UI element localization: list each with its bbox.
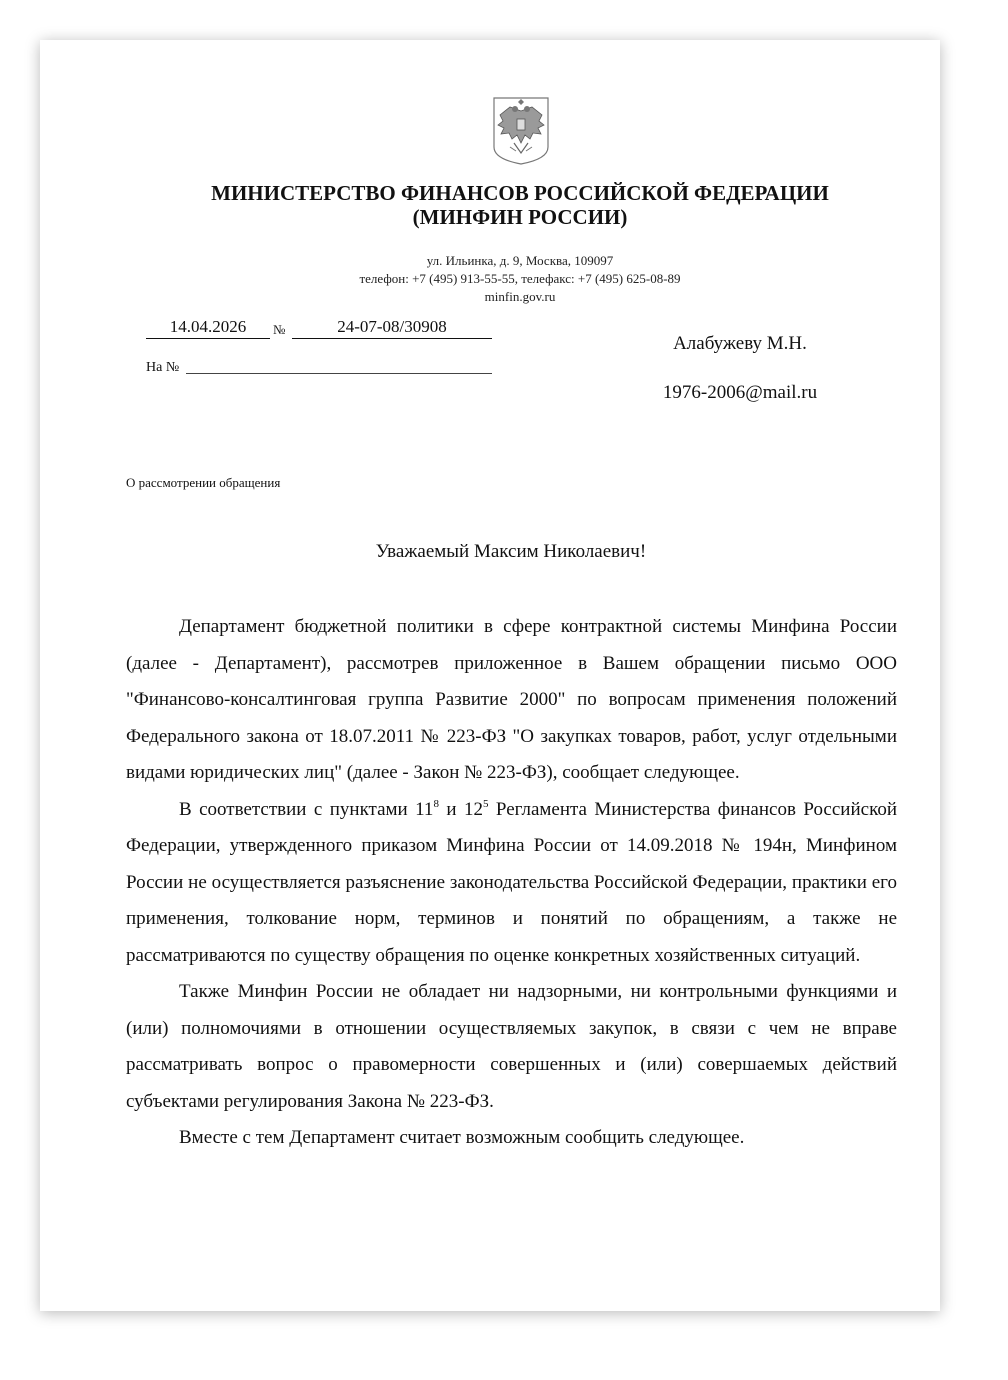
ministry-short-name: (МИНФИН РОССИИ) <box>412 205 628 229</box>
registration-number-label: № <box>273 322 286 337</box>
letter-body <box>126 609 897 1157</box>
body-text: и 12 <box>438 798 483 820</box>
ministry-name: МИНИСТЕРСТВО ФИНАНСОВ РОССИЙСКОЙ ФЕДЕРАЦИИ <box>211 181 829 205</box>
reference-number-line <box>186 373 492 374</box>
body-paragraph: Департамент бюджетной политики в сфере контрактной системы Минфина России (далее - Департамент), рассмотрев приложенное в Вашем обращении письмо ООО "Финансово-консалтинговая группа Развитие 2000" по вопросам применения положений Федерального закона от 18.07.2011 № 223-ФЗ "О закупках товаров, работ, услуг отдельными видами юридических лиц" (далее - Закон № 223-ФЗ), сообщает следующее. <box>126 616 897 783</box>
recipient-name: Алабужеву М.Н. <box>673 333 807 354</box>
superscript: 5 <box>482 797 489 810</box>
reference-number-label: На № <box>146 360 180 375</box>
body-paragraph <box>126 792 897 975</box>
body-paragraph: Также Минфин России не обладает ни надзорными, ни контрольными функциями и (или) полномочиями в отношении осуществляемых закупок, в связи с чем не вправе рассматривать вопрос о правомерности совершенных и (или) совершаемых действий субъектами регулирования Закона № 223-ФЗ. <box>126 981 897 1112</box>
registration-date: 14.04.2026 <box>146 317 270 339</box>
russian-coat-of-arms-icon <box>490 95 552 165</box>
letter-greeting: Уважаемый Максим Николаевич! <box>375 541 647 562</box>
superscript: 8 <box>433 797 439 810</box>
body-text: Регламента Министерства финансов Российской Федерации, утвержденного приказом Минфина России от 14.09.2018 № 194н, Минфином России не осуществляется разъяснение законодательства Российской Федерации, практики его применения, толкование норм, терминов и понятий по обращениям, а также не рассматриваются по существу обращения по оценке конкретных хозяйственных ситуаций. <box>126 798 897 966</box>
body-paragraph: Вместе с тем Департамент считает возможным сообщить следующее. <box>179 1127 745 1148</box>
registration-number: 24-07-08/30908 <box>292 317 492 339</box>
letter-subject: О рассмотрении обращения <box>126 475 281 490</box>
ministry-address: ул. Ильинка, д. 9, Москва, 109097 <box>426 253 614 268</box>
ministry-website: minfin.gov.ru <box>484 289 556 304</box>
ministry-phones: телефон: +7 (495) 913-55-55, телефакс: +7 (495) 625-08-89 <box>359 271 681 286</box>
recipient-email: 1976-2006@mail.ru <box>662 382 818 403</box>
body-text: В соответствии с пунктами 11 <box>179 798 434 820</box>
